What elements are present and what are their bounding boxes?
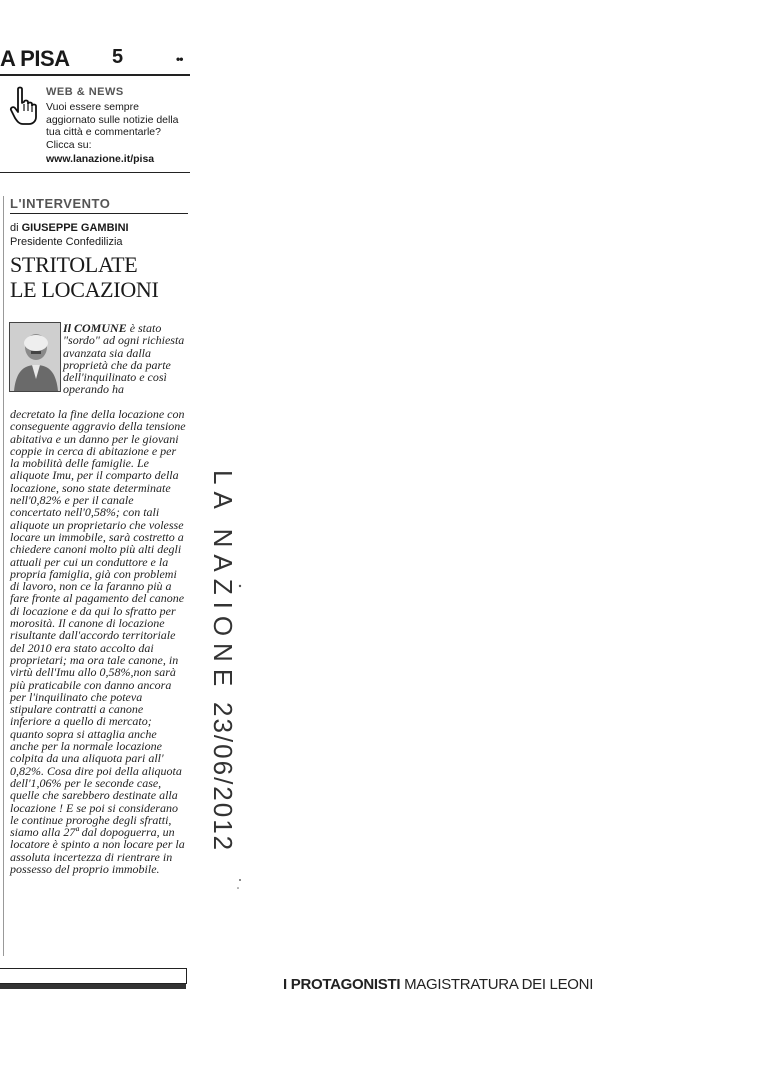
section-title: A PISA <box>0 46 70 71</box>
page-number: 5 <box>112 46 124 68</box>
handwritten-newspaper: LA NAZIONE <box>208 470 238 694</box>
web-news-title: WEB & NEWS <box>46 86 124 98</box>
headline-line-2: LE LOCAZIONI <box>10 277 159 302</box>
article-kicker: L'INTERVENTO <box>10 196 111 211</box>
article-body: decretato la fine della locazione con conseguente aggravio della tensione abitativa e un danno per le giovani coppie in cerca di abitazione e per la mobilità delle famiglie. Le aliquote Imu, per il comparto della locazione, sono state determinate nell'0,82% e per il canale concertato nell'0,58%; con tali aliquote un proprietario che volesse locare un immobile, sarà costretto a chiedere canoni molto più alti degli attuali per cui un conduttore e la propria famiglia, già con problemi di lavoro, non ce la faranno più a fare fronte al pagamento del canone di locazione e da qui lo sfratto per morosità. Il canone di locazione risultante dall'accordo territoriale del 2010 era stato accolto dai proprietari; ma ora tale canone, in virtù dell'Imu allo 0,58%,non sarà più praticabile con danno ancora per l'inquilinato che poteva stipulare contratti a canone inferiore a quello di mercato; quanto sopra si attaglia anche anche per la normale locazione colpita da una aliquota pari all' 0,82%. Cosa dire poi della aliquota dell'1,06% per le seconde case, quelle che sarebbero destinate alla locazione ! E se poi si considerano le continue proroghe degli sfratti, siamo alla 27ª dal dopoguerra, un locatore è spinto a non locare per la assoluta incertezza di rientrare in possesso del proprio immobile. <box>10 407 186 876</box>
web-news-text: Vuoi essere sempre aggiornato sulle notizie della tua città e commentarle? Clicca su: <box>46 101 179 151</box>
author-role: Presidente Confedilizia <box>10 236 123 248</box>
protagonisti-label: I PROTAGONISTI <box>283 976 401 993</box>
author-name: GIUSEPPE GAMBINI <box>21 222 129 234</box>
next-article-title: MAGISTRATURA DEI LEONI <box>404 976 594 993</box>
headline-line-1: STRITOLATE <box>10 252 138 277</box>
byline-prefix: di <box>10 222 19 234</box>
handwritten-date: 23/06/2012 <box>208 702 238 853</box>
web-news-url[interactable]: www.lanazione.it/pisa <box>46 153 155 165</box>
article-lead: Il COMUNE <box>63 321 127 335</box>
article-body-wrap: è stato "sordo" ad ogni richiesta avanzata sia dalla proprietà che da parte dell'inquilinato e così operando ha <box>63 321 185 397</box>
header-dots: •• <box>176 52 183 66</box>
